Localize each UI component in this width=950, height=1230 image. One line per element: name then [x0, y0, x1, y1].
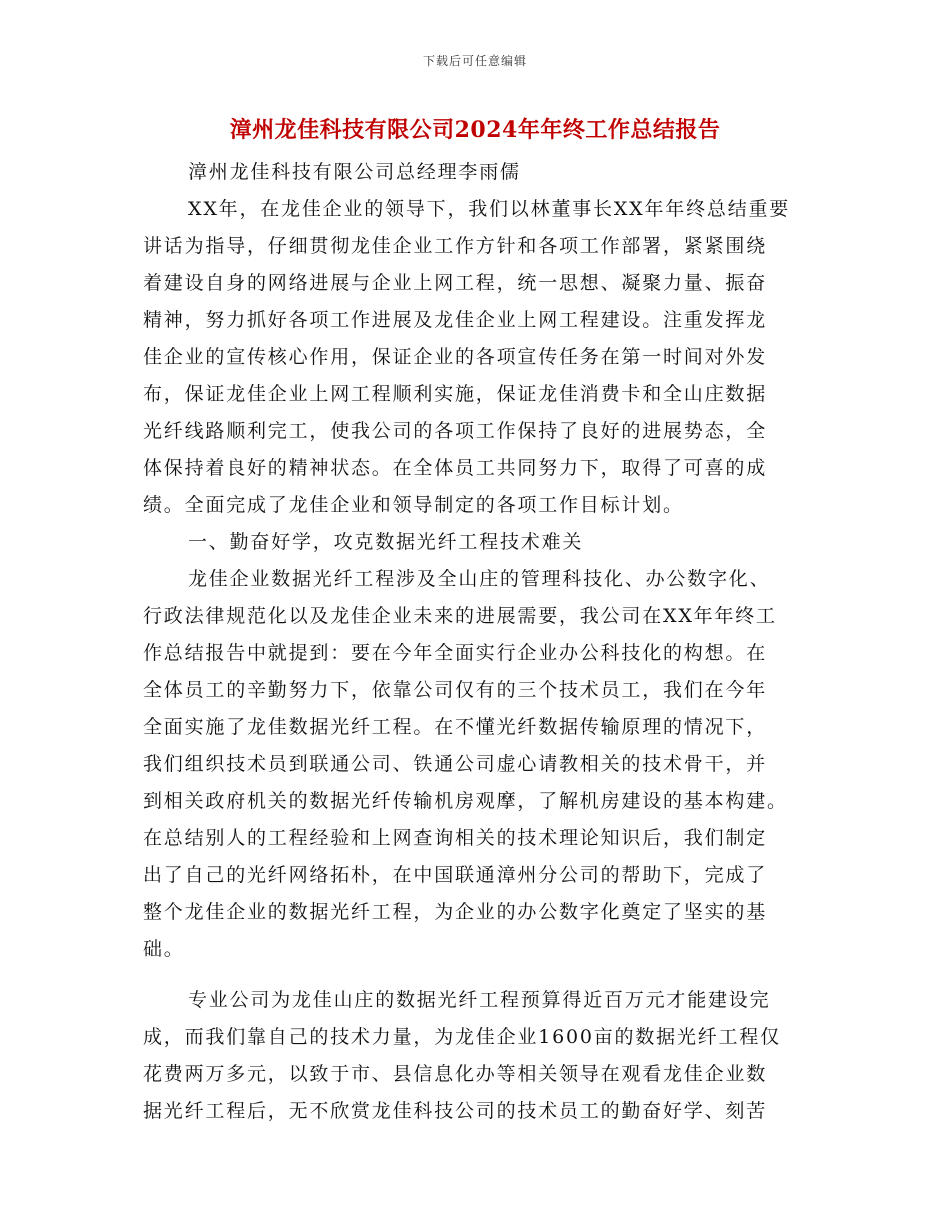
text-line: 出了自己的光纤网络拓朴，在中国联通漳州分公司的帮助下，完成了 [143, 864, 768, 886]
text-line: 全体员工的辛勤努力下，依靠公司仅有的三个技术员工，我们在今年 [143, 679, 768, 701]
text-line: 专业公司为龙佳山庄的数据光纤工程预算得近百万元才能建设完 [188, 989, 771, 1011]
text-line: 行政法律规范化以及龙佳企业未来的进展需要，我公司在XX年年终工 [143, 605, 777, 627]
text-line: 佳企业的宣传核心作用，保证企业的各项宣传任务在第一时间对外发 [143, 346, 768, 368]
author-line: 漳州龙佳科技有限公司总经理李雨儒 [188, 161, 521, 183]
document-body [143, 154, 808, 1130]
text-line: 全面实施了龙佳数据光纤工程。在不懂光纤数据传输原理的情况下， [143, 716, 768, 738]
text-line: 作总结报告中就提到：要在今年全面实行企业办公科技化的构想。在 [143, 642, 768, 664]
text-line: XX年，在龙佳企业的领导下，我们以林董事长XX年年终总结重要 [188, 198, 791, 220]
text-line: 据光纤工程后，无不欣赏龙佳科技公司的技术员工的勤奋好学、刻苦 [143, 1100, 768, 1122]
text-line: 成，而我们靠自己的技术力量，为龙佳企业1600亩的数据光纤工程仅 [143, 1026, 781, 1048]
text-line: 花费两万多元，以致于市、县信息化办等相关领导在观看龙佳企业数 [143, 1063, 768, 1085]
text-line: 础。 [143, 938, 185, 960]
text-line: 精神，努力抓好各项工作进展及龙佳企业上网工程建设。注重发挥龙 [143, 309, 768, 331]
text-line: 绩。全面完成了龙佳企业和领导制定的各项工作目标计划。 [143, 494, 684, 516]
text-line: 我们组织技术员到联通公司、铁通公司虚心请教相关的技术骨干，并 [143, 753, 768, 775]
text-line: 龙佳企业数据光纤工程涉及全山庄的管理科技化、办公数字化、 [188, 568, 771, 590]
text-line: 整个龙佳企业的数据光纤工程，为企业的办公数字化奠定了坚实的基 [143, 901, 768, 923]
header-note: 下载后可任意编辑 [422, 54, 527, 68]
text-line: 讲话为指导，仔细贯彻龙佳企业工作方针和各项工作部署，紧紧围绕 [143, 235, 768, 257]
text-line: 光纤线路顺利完工，使我公司的各项工作保持了良好的进展势态，全 [143, 420, 768, 442]
text-line: 着建设自身的网络进展与企业上网工程，统一思想、凝聚力量、振奋 [143, 272, 768, 294]
document-title: 漳州龙佳科技有限公司2024年年终工作总结报告 [229, 117, 721, 143]
paragraph-2 [143, 561, 808, 968]
text-line: 体保持着良好的精神状态。在全体员工共同努力下，取得了可喜的成 [143, 457, 768, 479]
text-line: 在总结别人的工程经验和上网查询相关的技术理论知识后，我们制定 [143, 827, 768, 849]
paragraph-3 [143, 982, 808, 1130]
text-line: 到相关政府机关的数据光纤传输机房观摩，了解机房建设的基本构建。 [143, 790, 788, 812]
text-line: 布，保证龙佳企业上网工程顺利实施，保证龙佳消费卡和全山庄数据 [143, 383, 768, 405]
paragraph-1 [143, 191, 808, 524]
section-heading: 一、勤奋好学，攻克数据光纤工程技术难关 [188, 531, 584, 553]
